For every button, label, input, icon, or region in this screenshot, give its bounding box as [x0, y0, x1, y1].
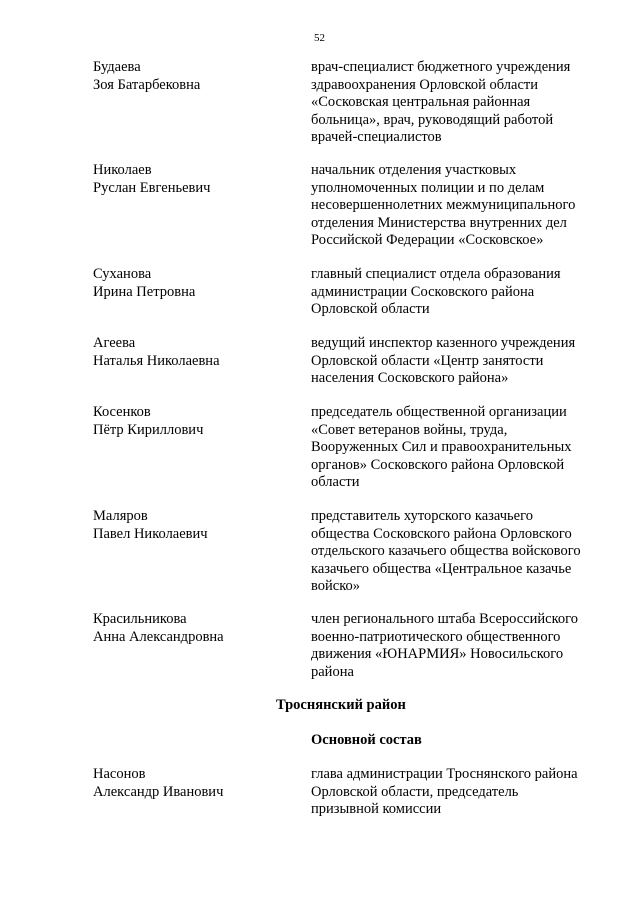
section-heading: Троснянский район [276, 697, 406, 713]
role-line: района [311, 663, 354, 680]
member-name [93, 404, 303, 439]
member-given-name: Наталья Николаевна [93, 352, 220, 369]
role-line: уполномоченных полиции и по делам [311, 179, 545, 196]
role-line: военно-патриотического общественного [311, 628, 561, 645]
member-role [311, 162, 611, 250]
role-line: Российской Федерации «Сосковское» [311, 232, 544, 248]
role-line: войско» [311, 578, 361, 594]
role-line: населения Сосковского района» [311, 370, 509, 386]
member-name [93, 766, 303, 801]
member-role [311, 611, 611, 681]
member-given-name: Зоя Батарбековна [93, 76, 201, 93]
member-surname: Будаева [93, 59, 141, 75]
member-surname: Николаев [93, 162, 152, 178]
member-name [93, 335, 303, 370]
role-line: Орловской области [311, 301, 430, 317]
role-line: Орловской области, председатель [311, 783, 519, 800]
role-line: органов» Сосковского района Орловской [311, 456, 565, 473]
member-given-name: Анна Александровна [93, 628, 224, 645]
member-name [93, 611, 303, 646]
role-line: отделения Министерства внутренних дел [311, 214, 567, 231]
role-line: врачей-специалистов [311, 129, 442, 145]
member-given-name: Ирина Петровна [93, 283, 196, 300]
role-line: области [311, 474, 360, 490]
member-given-name: Пётр Кириллович [93, 421, 204, 438]
member-name [93, 266, 303, 301]
role-line: «Совет ветеранов войны, труда, [311, 421, 508, 438]
role-line: ведущий инспектор казенного учреждения [311, 335, 576, 351]
member-role [311, 335, 611, 388]
role-line: врач-специалист бюджетного учреждения [311, 59, 571, 75]
member-role [311, 266, 611, 319]
role-line: казачьего общества «Центральное казачье [311, 560, 572, 577]
role-line: отдельского казачьего общества войскового [311, 543, 581, 559]
role-line: Вооруженных Сил и правоохранительных [311, 439, 572, 455]
role-line: начальник отделения участковых [311, 162, 517, 178]
member-surname: Агеева [93, 335, 136, 351]
role-line: представитель хуторского казачьего [311, 508, 533, 524]
role-line: администрации Сосковского района [311, 283, 535, 300]
role-line: несовершеннолетних межмуниципального [311, 197, 576, 213]
role-line: движения «ЮНАРМИЯ» Новосильского [311, 646, 564, 662]
member-given-name: Александр Иванович [93, 783, 224, 800]
role-line: призывной комиссии [311, 801, 442, 817]
page-number: 52 [314, 32, 325, 44]
role-line: глава администрации Троснянского района [311, 766, 578, 782]
role-line: главный специалист отдела образования [311, 266, 561, 282]
member-role [311, 59, 611, 147]
member-surname: Насонов [93, 766, 146, 782]
member-given-name: Руслан Евгеньевич [93, 179, 211, 196]
member-name [93, 162, 303, 197]
role-line: общества Сосковского района Орловского [311, 525, 572, 542]
member-surname: Маляров [93, 508, 148, 524]
role-line: председатель общественной организации [311, 404, 567, 420]
role-line: здравоохранения Орловской области [311, 76, 538, 93]
role-line: больница», врач, руководящий работой [311, 111, 554, 128]
member-name [93, 508, 303, 543]
member-surname: Красильникова [93, 611, 187, 627]
role-line: Орловской области «Центр занятости [311, 352, 544, 369]
member-role [311, 508, 611, 596]
role-line: «Сосковская центральная районная [311, 94, 531, 110]
member-surname: Косенков [93, 404, 151, 420]
member-name [93, 59, 303, 94]
member-role [311, 404, 611, 492]
role-line: член регионального штаба Всероссийского [311, 611, 578, 627]
member-surname: Суханова [93, 266, 152, 282]
member-role [311, 766, 611, 819]
member-given-name: Павел Николаевич [93, 525, 208, 542]
subsection-heading: Основной состав [311, 732, 422, 748]
